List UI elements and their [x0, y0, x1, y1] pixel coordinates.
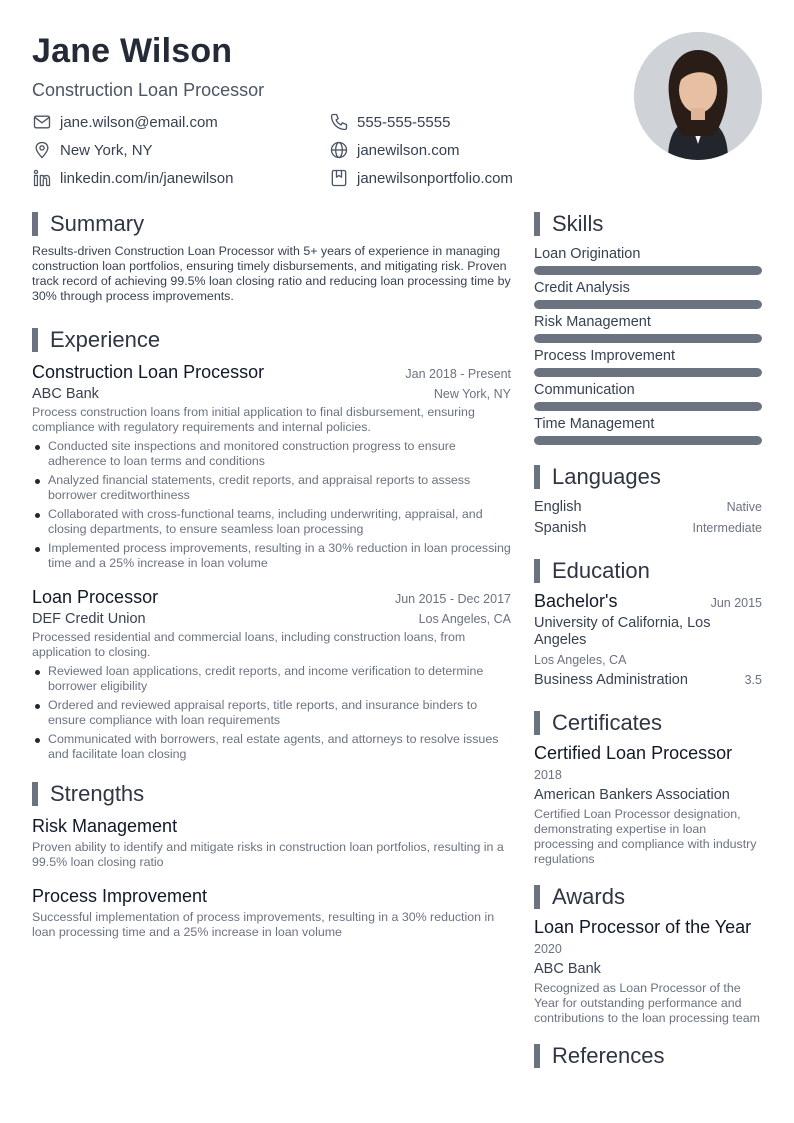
summary-text: Results-driven Construction Loan Processor with 5+ years of experience in managing construction loan portfolios, ensuring timely disbursements, and mitigating risk. Proven track record of achieving 99.5% loan closing ratio and reducing loan processing time by 30% through process improvements. — [32, 244, 511, 303]
skill-name: Process Improvement — [534, 348, 676, 364]
section-accent-bar — [32, 782, 38, 806]
job-title: Construction Loan Processor — [32, 362, 265, 382]
skill-level-bar — [534, 402, 762, 411]
job-bullets — [32, 439, 511, 571]
contact-phone[interactable] — [329, 110, 450, 134]
job-dates: Jun 2015 - Dec 2017 — [394, 592, 511, 606]
contact-location — [32, 138, 153, 162]
section-title-experience: Experience — [32, 326, 511, 354]
section-accent-bar — [534, 1044, 540, 1068]
section-accent-bar — [32, 212, 38, 236]
job-bullet: Conducted site inspections and monitored construction progress to ensure adherence to loan terms and conditions — [48, 439, 511, 469]
globe-icon — [329, 140, 349, 160]
education-item — [534, 591, 762, 691]
certificate-title: Certified Loan Processor — [534, 743, 733, 763]
skill-name: Communication — [534, 382, 635, 398]
section-title-strengths: Strengths — [32, 780, 511, 808]
contact-phone-text: 555-555-5555 — [357, 113, 451, 131]
section-title-references: References — [534, 1042, 762, 1070]
skill-item — [534, 346, 762, 377]
strength-item — [32, 814, 511, 870]
job-bullet: Ordered and reviewed appraisal reports, title reports, and insurance binders to ensure compliance with loan requirements — [48, 698, 511, 728]
skill-level-fill — [534, 266, 762, 275]
education-gpa: 3.5 — [744, 673, 762, 687]
skill-level-fill — [534, 436, 762, 445]
contact-linkedin[interactable] — [32, 166, 233, 190]
skill-level-bar — [534, 368, 762, 377]
left-column — [32, 210, 511, 954]
bookmark-icon — [329, 168, 349, 188]
section-title-certificates: Certificates — [534, 709, 762, 737]
skill-level-bar — [534, 300, 762, 309]
strength-description: Successful implementation of process improvements, resulting in a 30% reduction in loan processing time and a 25% increase in loan volume — [32, 910, 495, 939]
strength-title: Risk Management — [32, 816, 178, 836]
award-description: Recognized as Loan Processor of the Year for outstanding performance and contributions to the loan processing team — [534, 981, 760, 1025]
skill-item — [534, 414, 762, 445]
job-bullet: Implemented process improvements, resulting in a 30% reduction in loan processing time and a 25% increase in loan volume — [48, 541, 511, 570]
job-bullet: Reviewed loan applications, credit reports, and income verification to determine borrower eligibility — [48, 664, 511, 694]
education-date: Jun 2015 — [710, 596, 762, 610]
right-column — [534, 210, 762, 1076]
experience-item — [32, 360, 511, 571]
education-degree: Bachelor's — [534, 591, 618, 611]
job-bullet: Communicated with borrowers, real estate agents, and attorneys to resolve issues and facilitate loan closing — [48, 732, 511, 762]
skill-name: Loan Origination — [534, 246, 641, 262]
job-bullet: Analyzed financial statements, credit reports, and appraisal reports to assess borrower creditworthiness — [48, 473, 511, 503]
job-dates: Jan 2018 - Present — [405, 367, 511, 381]
job-description: Processed residential and commercial loans, including construction loans, from application to closing. — [32, 630, 466, 659]
profile-photo-image — [634, 32, 762, 160]
contact-portfolio-text: janewilsonportfolio.com — [357, 169, 513, 187]
section-title-skills: Skills — [534, 210, 762, 238]
contact-website[interactable] — [329, 138, 460, 162]
contact-location-text: New York, NY — [60, 141, 153, 159]
job-company: ABC Bank — [32, 386, 99, 402]
section-title-awards: Awards — [534, 883, 762, 911]
job-title: Loan Processor — [32, 587, 159, 607]
profile-photo — [634, 32, 762, 160]
section-accent-bar — [534, 885, 540, 909]
skill-level-bar — [534, 266, 762, 275]
section-title-education: Education — [534, 557, 762, 585]
linkedin-icon — [32, 168, 52, 188]
skill-level-fill — [534, 368, 762, 377]
contact-portfolio[interactable] — [329, 166, 513, 190]
experience-item — [32, 585, 511, 762]
skills-list — [534, 244, 762, 445]
phone-icon — [329, 112, 349, 132]
strength-description: Proven ability to identify and mitigate risks in construction loan portfolios, resulting in a 99.5% loan closing ratio — [32, 840, 504, 869]
strength-item — [32, 884, 511, 940]
envelope-icon — [32, 112, 52, 132]
map-pin-icon — [32, 140, 52, 160]
skill-item — [534, 244, 762, 275]
award-year: 2020 — [534, 942, 562, 956]
job-description: Process construction loans from initial application to final disbursement, ensuring compliance with regulatory requirements and internal policies. — [32, 405, 475, 434]
education-field: Business Administration — [534, 672, 688, 688]
candidate-name: Jane Wilson — [32, 32, 233, 70]
section-title-summary: Summary — [32, 210, 511, 238]
contact-email-text: jane.wilson@email.com — [60, 113, 218, 131]
language-item — [534, 518, 762, 539]
skill-level-bar — [534, 334, 762, 343]
award-item — [534, 917, 762, 1026]
section-accent-bar — [534, 465, 540, 489]
skill-level-fill — [534, 402, 762, 411]
section-accent-bar — [534, 559, 540, 583]
award-title: Loan Processor of the Year — [534, 917, 752, 937]
section-accent-bar — [32, 328, 38, 352]
contact-list — [32, 110, 592, 194]
language-item — [534, 497, 762, 518]
award-issuer: ABC Bank — [534, 961, 601, 977]
job-company: DEF Credit Union — [32, 611, 146, 627]
skill-level-fill — [534, 334, 762, 343]
contact-email[interactable] — [32, 110, 218, 134]
certificate-item — [534, 743, 762, 867]
strength-title: Process Improvement — [32, 886, 208, 906]
section-title-languages: Languages — [534, 463, 762, 491]
contact-website-text: janewilson.com — [357, 141, 460, 159]
skill-name: Time Management — [534, 416, 655, 432]
language-level: Native — [726, 500, 762, 514]
job-bullets — [32, 664, 511, 762]
skill-name: Credit Analysis — [534, 280, 630, 296]
job-location: Los Angeles, CA — [418, 612, 511, 626]
education-location: Los Angeles, CA — [534, 653, 627, 667]
section-accent-bar — [534, 711, 540, 735]
skill-item — [534, 278, 762, 309]
skill-level-fill — [534, 300, 762, 309]
language-name: English — [534, 499, 582, 515]
language-name: Spanish — [534, 520, 587, 536]
contact-linkedin-text: linkedin.com/in/janewilson — [60, 169, 234, 187]
candidate-headline: Construction Loan Processor — [32, 80, 265, 100]
job-bullet: Collaborated with cross-functional teams, including underwriting, appraisal, and closing departments, to ensure seamless loan processing — [48, 507, 511, 537]
certificate-year: 2018 — [534, 768, 562, 782]
certificate-description: Certified Loan Processor designation, demonstrating expertise in loan processing and compliance with industry regulations — [534, 807, 757, 866]
skill-level-bar — [534, 436, 762, 445]
skill-name: Risk Management — [534, 314, 651, 330]
job-location: New York, NY — [433, 387, 511, 401]
language-level: Intermediate — [692, 521, 762, 535]
section-accent-bar — [534, 212, 540, 236]
skill-item — [534, 312, 762, 343]
certificate-issuer: American Bankers Association — [534, 787, 730, 803]
skill-item — [534, 380, 762, 411]
education-school: University of California, Los Angeles — [534, 615, 711, 648]
